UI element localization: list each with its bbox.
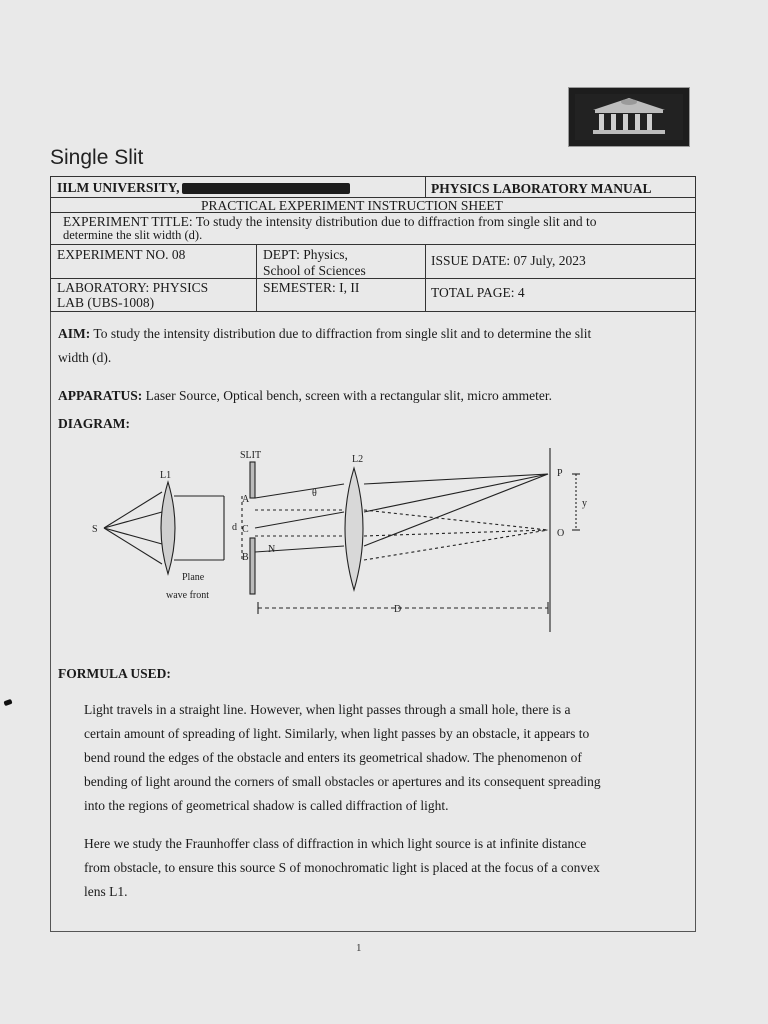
- apparatus-section: [58, 384, 694, 408]
- experiment-number: EXPERIMENT NO. 08: [57, 247, 186, 262]
- label-wave-front: wave front: [166, 590, 210, 601]
- scan-mark: [3, 699, 12, 706]
- department: DEPT: Physics,: [263, 247, 348, 262]
- paragraph-line: into the regions of geometrical shadow is called diffraction of light.: [84, 798, 449, 813]
- label-lens2: L2: [352, 454, 364, 465]
- university-name: IILM UNIVERSITY,: [57, 180, 350, 195]
- redacted-text: [182, 183, 350, 194]
- label-source: S: [92, 524, 98, 535]
- laboratory-code: LAB (UBS-1008): [57, 295, 155, 310]
- label-slit: SLIT: [240, 450, 262, 461]
- label-distance: D: [394, 604, 402, 615]
- intro-paragraph: [84, 698, 688, 818]
- laboratory: LABORATORY: PHYSICS: [57, 280, 209, 295]
- aim-text-cont: width (d).: [58, 350, 112, 365]
- label-plane: Plane: [182, 572, 205, 583]
- fraunhoffer-paragraph: [84, 832, 688, 904]
- aim-label: AIM:: [58, 326, 91, 341]
- formula-label: FORMULA USED:: [58, 666, 171, 681]
- paragraph-line: Light travels in a straight line. However, when light passes through a small hole, there is a: [84, 702, 571, 717]
- label-y: y: [582, 498, 587, 509]
- issue-date: ISSUE DATE: 07 July, 2023: [431, 253, 586, 268]
- paragraph-line: from obstacle, to ensure this source S of monochromatic light is placed at the focus of a convex: [84, 860, 600, 875]
- semester: SEMESTER: I, II: [263, 280, 360, 295]
- university-logo: [568, 87, 690, 147]
- apparatus-text: Laser Source, Optical bench, screen with a rectangular slit, micro ammeter.: [145, 388, 552, 403]
- label-point-b: B: [242, 552, 249, 563]
- label-point-o: O: [557, 528, 565, 539]
- label-point-c: C: [242, 524, 249, 535]
- page-number: 1: [356, 942, 362, 954]
- paragraph-line: certain amount of spreading of light. Similarly, when light passes by an obstacle, it appears to: [84, 726, 590, 741]
- paragraph-line: bending of light around the corners of small obstacles or apertures and its consequent spreading: [84, 774, 601, 789]
- paragraph-line: Here we study the Fraunhoffer class of diffraction in which light source is at infinite distance: [84, 836, 587, 851]
- aim-text: To study the intensity distribution due to diffraction from single slit and to determine the slit: [93, 326, 592, 341]
- label-point-a: A: [242, 494, 250, 505]
- label-lens1: L1: [160, 470, 172, 481]
- experiment-title: EXPERIMENT TITLE: To study the intensity distribution due to diffraction from single slit and to: [63, 214, 597, 229]
- label-point-p: P: [557, 468, 563, 479]
- experiment-title-cont: determine the slit width (d).: [63, 228, 203, 242]
- aim-section: [58, 322, 694, 370]
- diagram-label: DIAGRAM:: [58, 416, 130, 431]
- label-n: N: [268, 544, 276, 555]
- manual-title: PHYSICS LABORATORY MANUAL: [431, 181, 652, 196]
- department-school: School of Sciences: [263, 263, 366, 278]
- sheet-title: PRACTICAL EXPERIMENT INSTRUCTION SHEET: [201, 198, 503, 213]
- building-emblem-icon: [569, 88, 689, 146]
- experiment-header-table: [50, 176, 696, 312]
- paragraph-line: lens L1.: [84, 884, 128, 899]
- single-slit-diagram: [82, 440, 587, 640]
- paragraph-line: bend round the edges of the obstacle and enters its geometrical shadow. The phenomenon of: [84, 750, 582, 765]
- apparatus-label: APPARATUS:: [58, 388, 143, 403]
- label-theta: θ: [312, 488, 317, 499]
- page-title: Single Slit: [50, 146, 144, 169]
- total-page: TOTAL PAGE: 4: [431, 285, 525, 300]
- label-width: d: [232, 522, 237, 533]
